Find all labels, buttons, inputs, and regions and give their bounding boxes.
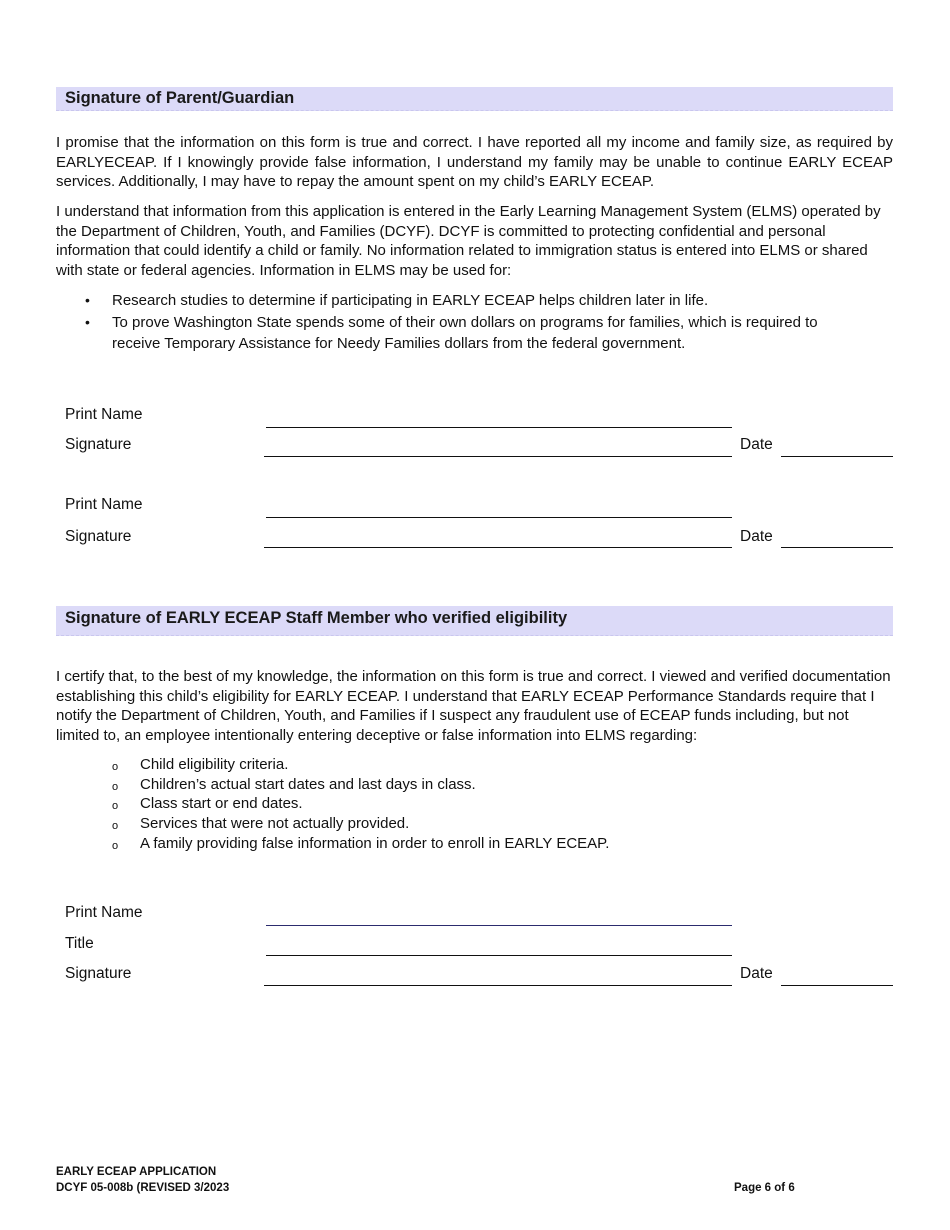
date-field[interactable] <box>781 456 893 457</box>
list-item: o Class start or end dates. <box>56 794 856 814</box>
footer-form-number: DCYF 05-008b (REVISED 3/2023 <box>56 1182 230 1194</box>
signature-label: Signature <box>65 965 132 982</box>
title-label: Title <box>65 935 94 952</box>
parent-certification-paragraph: I promise that the information on this form is true and correct. I have reported all my income and family size, as required by EARLYECEAP. If I knowingly provide false information, I understand my family may be unable to continue EARLY ECEAP services. Additionally, I may have to repay the amount spent on my child’s EARLY ECEAP. <box>56 134 893 190</box>
print-name-label: Print Name <box>65 904 143 921</box>
print-name-label: Print Name <box>65 496 143 513</box>
list-item: o Services that were not actually provided. <box>56 814 856 834</box>
signature-label: Signature <box>65 528 132 545</box>
print-name-field[interactable] <box>266 517 732 518</box>
footer-page-number: Page 6 of 6 <box>734 1182 795 1194</box>
date-label: Date <box>740 965 773 982</box>
date-label: Date <box>740 436 773 453</box>
list-item: o Children’s actual start dates and last days in class. <box>56 775 856 795</box>
signature-field[interactable] <box>264 985 732 986</box>
signature-label: Signature <box>65 436 132 453</box>
date-field[interactable] <box>781 985 893 986</box>
title-field[interactable] <box>266 955 732 956</box>
list-item: • Research studies to determine if participating in EARLY ECEAP helps children later in life. <box>56 290 856 311</box>
list-item: • To prove Washington State spends some of their own dollars on programs for families, which is required to receive Temporary Assistance for Needy Families dollars from the federal government. <box>56 312 856 354</box>
date-label: Date <box>740 528 773 545</box>
signature-field[interactable] <box>264 547 732 548</box>
elms-uses-list <box>56 290 856 355</box>
section-header-staff <box>56 606 893 636</box>
elms-information-paragraph: I understand that information from this application is entered in the Early Learning Management System (ELMS) operated by the Department of Children, Youth, and Families (DCYF). DCYF is committed to protecting confidential and personal information that could identify a child or family. No information related to immigration status is entered into ELMS or shared with state or federal agencies. Information in ELMS may be used for: <box>56 203 881 279</box>
date-field[interactable] <box>781 547 893 548</box>
list-item: o A family providing false information in order to enroll in EARLY ECEAP. <box>56 834 856 854</box>
section-header-parent <box>56 87 893 111</box>
signature-field[interactable] <box>264 456 732 457</box>
print-name-field[interactable] <box>266 427 732 428</box>
list-item: o Child eligibility criteria. <box>56 755 856 775</box>
print-name-field[interactable] <box>266 925 732 926</box>
section-heading: Signature of Parent/Guardian <box>65 89 295 107</box>
staff-certification-paragraph: I certify that, to the best of my knowledge, the information on this form is true and correct. I viewed and verified documentation establishing this child’s eligibility for EARLY ECEAP. I understand that EARLY ECEAP Performance Standards require that I notify the Department of Children, Youth, and Families if I suspect any fraudulent use of ECEAP funds including, but not limited to, an employee intentionally entering deceptive or false information into ELMS regarding: <box>56 668 891 744</box>
print-name-label: Print Name <box>65 406 143 423</box>
footer-form-name: EARLY ECEAP APPLICATION <box>56 1166 217 1178</box>
fraud-examples-list <box>56 755 856 854</box>
section-heading: Signature of EARLY ECEAP Staff Member who verified eligibility <box>65 609 568 627</box>
